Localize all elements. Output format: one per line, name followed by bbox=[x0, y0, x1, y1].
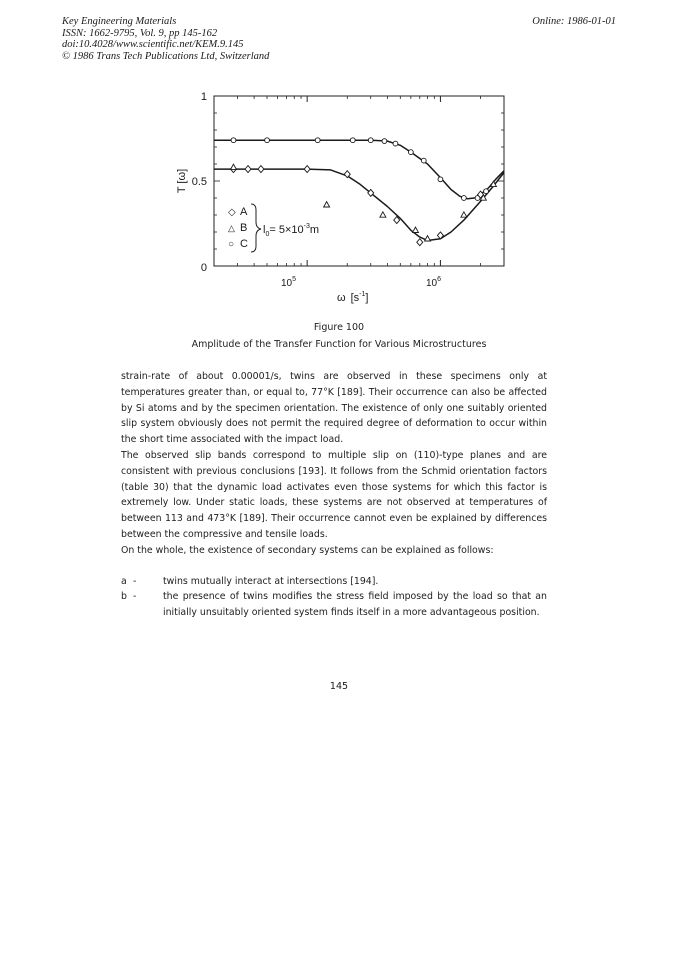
data-point-b bbox=[324, 202, 330, 207]
data-point-b bbox=[380, 212, 386, 217]
data-point-c bbox=[484, 189, 489, 194]
data-point-c bbox=[368, 138, 373, 143]
journal-issn: ISSN: 1662-9795, Vol. 9, pp 145-162 bbox=[62, 27, 218, 39]
y-tick-label-0: 0 bbox=[200, 262, 207, 274]
data-point-c bbox=[231, 138, 236, 143]
figure-caption: Amplitude of the Transfer Function for Various Microstructures bbox=[191, 339, 487, 350]
journal-doi[interactable]: doi:10.4028/www.scientific.net/KEM.9.145 bbox=[62, 39, 244, 50]
journal-title: Key Engineering Materials bbox=[62, 16, 177, 27]
data-point-c bbox=[315, 138, 320, 143]
list-dash: - bbox=[133, 591, 137, 603]
list-letter: a bbox=[121, 575, 127, 587]
list-item bbox=[121, 574, 547, 590]
x-axis-label: ω $[s^{-1}]$ bbox=[337, 291, 369, 304]
journal-copyright: © 1986 Trans Tech Publications Ltd, Switzerland bbox=[62, 50, 270, 62]
y-tick-label-1: 1 bbox=[200, 91, 207, 103]
legend-label-a: A bbox=[240, 206, 248, 218]
data-point-c bbox=[265, 138, 270, 143]
data-point-b bbox=[425, 236, 431, 241]
data-point-c bbox=[350, 138, 355, 143]
list-text: the presence of twins modifies the stress field imposed by the load so that an initially unsuitably oriented system finds itself in a more advantageous position. bbox=[163, 591, 547, 619]
data-point-c bbox=[408, 150, 413, 155]
legend-symbol-a: ◇ bbox=[228, 207, 236, 218]
body-text bbox=[121, 369, 547, 621]
data-point-a bbox=[417, 239, 423, 246]
y-tick-label-0-5: 0.5 bbox=[191, 176, 207, 188]
series-curves bbox=[214, 140, 504, 240]
legend-label-b: B bbox=[240, 222, 248, 234]
data-point-c bbox=[382, 139, 387, 144]
y-axis-label: T [ω] bbox=[176, 168, 188, 194]
figure-number: Figure 100 bbox=[313, 322, 365, 333]
data-point-c bbox=[393, 141, 398, 146]
legend-symbol-b: △ bbox=[228, 223, 235, 233]
online-date: Online: 1986-01-01 bbox=[532, 16, 616, 27]
paragraph-1: strain-rate of about 0.00001/s, twins are observed in these specimens only at temperatures greater than, or equal to, 77°K [189]. Their occurrence can also be affected by Si atoms and by the specimen orientation. The existence of only one suitably oriented slip system obviously does not permit the required degree of deformation to occur within the short time associated with the impact load. bbox=[121, 371, 547, 446]
transfer-function-chart bbox=[0, 0, 678, 320]
paragraph-2: The observed slip bands correspond to multiple slip on (110)-type planes and are consistent with previous conclusions [193]. It follows from the Schmid orientation factors (table 30) that the dynamic load activates even those systems for which this factor is extremely low. Under static loads, these systems are not observed at temperatures of between 113 and 473°K [189]. Their occurrence cannot even be explained by differences between the compressive and tensile loads. bbox=[121, 449, 547, 540]
chart-legend bbox=[228, 204, 319, 252]
data-point-b bbox=[461, 212, 467, 217]
legend-parameter: $l_0= 5\times 10^{-3}m$ bbox=[263, 223, 320, 238]
x-tick-label-1e6: $10^6$ bbox=[426, 276, 442, 289]
list-item bbox=[121, 589, 547, 621]
series-line-a bbox=[214, 169, 504, 240]
explanation-list bbox=[121, 574, 547, 621]
list-dash: - bbox=[133, 575, 137, 587]
list-text: twins mutually interact at intersections [194]. bbox=[163, 575, 379, 587]
data-point-c bbox=[438, 177, 443, 182]
data-point-a bbox=[258, 166, 264, 173]
data-point-a bbox=[245, 166, 251, 173]
axis-ticks bbox=[214, 96, 504, 266]
x-tick-label-1e5: $10^5$ bbox=[281, 276, 297, 289]
data-point-b bbox=[412, 227, 418, 232]
legend-brace bbox=[251, 204, 261, 252]
page-number: 145 bbox=[329, 681, 349, 692]
plot-frame bbox=[214, 96, 504, 266]
data-point-c bbox=[461, 196, 466, 201]
data-point-c bbox=[421, 158, 426, 163]
paragraph-3: On the whole, the existence of secondary systems can be explained as follows: bbox=[121, 544, 494, 556]
legend-symbol-c: ○ bbox=[228, 239, 235, 250]
list-letter: b bbox=[121, 591, 127, 603]
data-point-a bbox=[304, 166, 310, 173]
legend-label-c: C bbox=[240, 238, 248, 250]
data-point-b bbox=[230, 164, 236, 169]
